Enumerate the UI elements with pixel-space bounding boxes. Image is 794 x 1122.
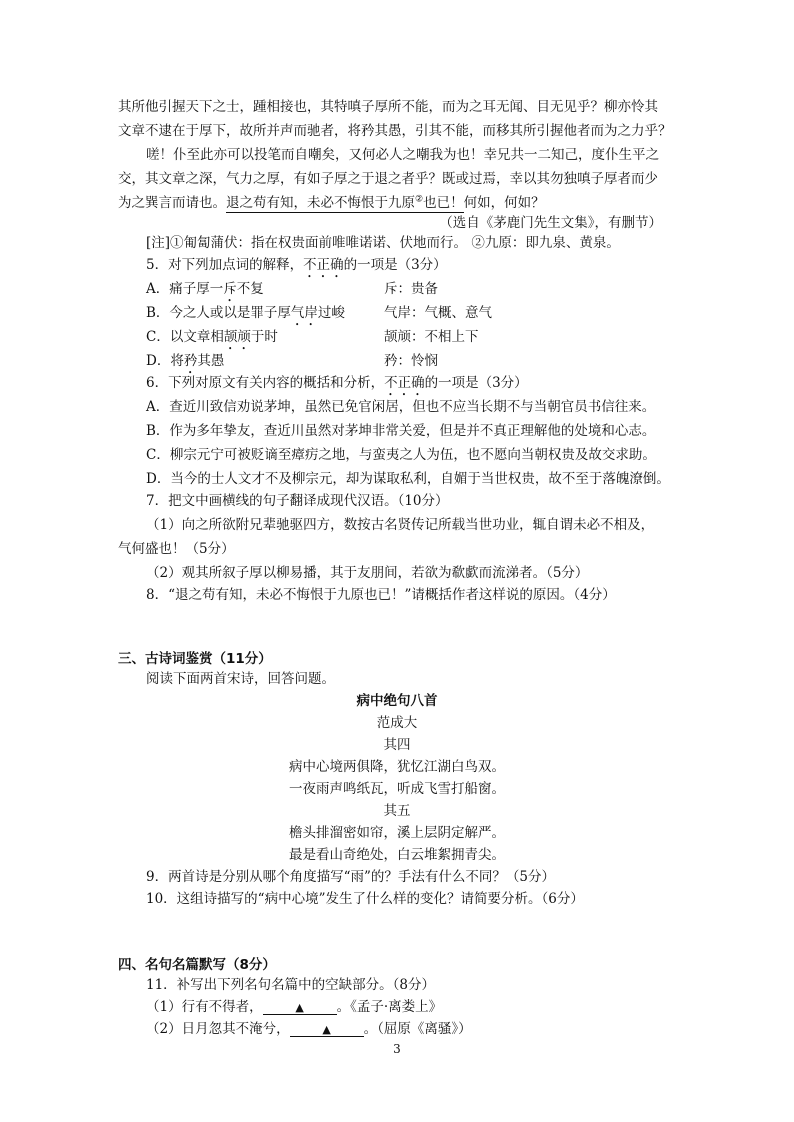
poem-author: 范成大 [376, 715, 418, 731]
q6-option-b: B．作为多年挚友，查近川虽然对茅坤非常关爱，但是并不真正理解他的处境和心志。 [146, 423, 656, 439]
poem-5-line-2: 最是看山奇绝处，白云堆絮拥青尖。 [289, 847, 505, 863]
triangle-icon: ▲ [322, 1023, 331, 1036]
q7-stem: 7．把文中画横线的句子翻译成现代汉语。（10分） [146, 493, 449, 509]
q5-option-c [146, 328, 278, 353]
option-text: 于时 [250, 329, 278, 345]
passage-text-end: 何如，何如？ [463, 195, 545, 211]
passage-text: 为之巽言而请也。 [118, 195, 226, 211]
q5-gloss-b: 气岸：气概、意气 [384, 305, 492, 321]
q5-stem [146, 256, 447, 281]
q5-stem-a: 5．对下列加点词的解释， [146, 257, 304, 273]
passage-line-1: 其所他引握天下之士，踵相接也，其特嗔子厚所不能，而为之耳无闻、目无见乎？柳亦怜其 [118, 99, 658, 115]
passage-source: （选自《茅鹿门先生文集》，有删节） [439, 215, 662, 231]
q11-item-1-source: 。《孟子·离娄上》 [336, 999, 443, 1015]
passage-line-2: 文章不逮在于厚下，故所并声而驰者，将矜其愚，引其不能，而移其所引握他者而为之力乎？ [118, 123, 672, 139]
q11-item-2-source: 。（屈原《离骚》） [363, 1021, 472, 1037]
option-text: D．将 [146, 353, 184, 369]
page-number: 3 [393, 1042, 401, 1056]
section-4-heading: 四、名句名篇默写（8分） [118, 957, 276, 973]
q7-sentence-2 [146, 564, 588, 582]
q7-s2-text: 观其所叙子厚以柳易播，其于友朋间，若欲为欷歔而流涕者。（5分） [181, 565, 589, 581]
q7-s1-text: 向之所欲附兄辈驰驱四方，数按古名贤传记所载当世功业，辄自谓未必不相及， [181, 517, 655, 533]
option-text: A．痛子厚一 [146, 281, 224, 297]
q6-stem-b: 的一项是（3分） [424, 375, 528, 391]
q11-item-1-text: （1）行有不得者， [146, 999, 263, 1015]
dotted-word: 矜 [183, 353, 198, 369]
q6-stem-a: 6．下列对原文有关内容的概括和分析， [146, 375, 385, 391]
section-3-heading: 三、古诗词鉴赏（11分） [118, 651, 272, 667]
q5-option-b [146, 304, 345, 329]
q5-gloss-d: 矜：怜悯 [384, 353, 438, 369]
q5-option-a [146, 280, 264, 305]
q11-item-2 [146, 1020, 472, 1038]
option-text: 过峻 [317, 305, 345, 321]
poem-4-line-2: 一夜雨声鸣纸瓦，听成飞雪打船窗。 [289, 781, 505, 797]
q7-s2-num: （2） [146, 565, 182, 581]
section-3-intro: 阅读下面两首宋诗，回答问题。 [146, 671, 335, 687]
underlined-sentence [226, 195, 464, 213]
option-text: C．以文章相 [146, 329, 224, 345]
poem-title: 病中绝句八首 [356, 693, 438, 709]
triangle-icon: ▲ [295, 1001, 304, 1014]
q6-option-d: D．当今的士人文才不及柳宗元，却为谋取私利，自媚于当世权贵，故不至于落魄潦倒。 [146, 471, 670, 487]
q7-s1-num: （1） [146, 517, 182, 533]
poem-4-line-1: 病中心境两俱降，犹忆江湖白鸟双。 [289, 759, 505, 775]
q6-option-a: A．查近川致信劝说茅坤，虽然已免官闲居，但也不应当长期不与当朝官员书信往来。 [146, 399, 656, 415]
option-text: B．今之人或以是罪子厚 [146, 305, 291, 321]
dotted-word: 气岸 [290, 305, 318, 321]
q11-item-2-text: （2）日月忽其不淹兮， [146, 1021, 290, 1037]
q7-sentence-1-cont: 气何盛也！（5分） [118, 541, 235, 557]
q7-sentence-1 [146, 516, 654, 534]
q6-stem [146, 374, 528, 399]
q8-stem: 8．“退之苟有知，未必不悔恨于九原也已！”请概括作者这样说的原因。（4分） [146, 587, 616, 603]
answer-blank-2[interactable] [290, 1022, 364, 1037]
passage-para2-line-2: 交，其文章之深，气力之厚，有如子厚之于退之者乎？既或过焉，幸以其勿独嗔子厚者而少 [118, 171, 658, 187]
option-text: 其愚 [197, 353, 225, 369]
passage-note: [注]①匍匐蒲伏：指在权贵面前唯唯诺诺、伏地而行。 ②九原：即九泉、黄泉。 [146, 235, 620, 251]
q5-stem-b: 的一项是（3分） [343, 257, 447, 273]
underlined-text-b: 也已！ [423, 195, 464, 211]
answer-blank-1[interactable] [263, 1000, 337, 1015]
dotted-word: 斥 [223, 281, 237, 297]
q6-option-c: C．柳宗元宁可被贬谪至瘴疠之地，与蛮夷之人为伍，也不愿向当朝权贵及故交求助。 [146, 447, 656, 463]
underlined-text-a: 退之苟有知，未必不悔恨于九原 [226, 195, 415, 211]
q5-emphasis: 不正确 [303, 257, 344, 273]
poem-5-title: 其五 [383, 803, 411, 819]
q11-item-1 [146, 998, 442, 1016]
dotted-word: 颉颃 [223, 329, 251, 345]
option-text: 不复 [236, 281, 264, 297]
passage-para2-line-1: 嗟！仆至此亦可以投笔而自嘲矣，又何必人之嘲我为也！幸兄共一二知己，度仆生平之 [146, 147, 659, 163]
q5-gloss-c: 颉颃：不相上下 [384, 329, 479, 345]
q6-emphasis: 不正确 [384, 375, 425, 391]
q9-stem: 9．两首诗是分别从哪个角度描写“雨”的？手法有什么不同？（5分） [146, 869, 555, 885]
q10-stem: 10．这组诗描写的“病中心境”发生了什么样的变化？请简要分析。（6分） [146, 891, 584, 907]
poem-4-title: 其四 [383, 737, 411, 753]
poem-5-line-1: 檐头排溜密如帘，溪上层阴定解严。 [289, 825, 505, 841]
footnote-mark: ② [415, 194, 424, 205]
passage-para2-line-3 [118, 194, 545, 212]
q11-stem: 11．补写出下列名句名篇中的空缺部分。（8分） [146, 977, 436, 993]
q5-gloss-a: 斥：贵备 [384, 281, 438, 297]
